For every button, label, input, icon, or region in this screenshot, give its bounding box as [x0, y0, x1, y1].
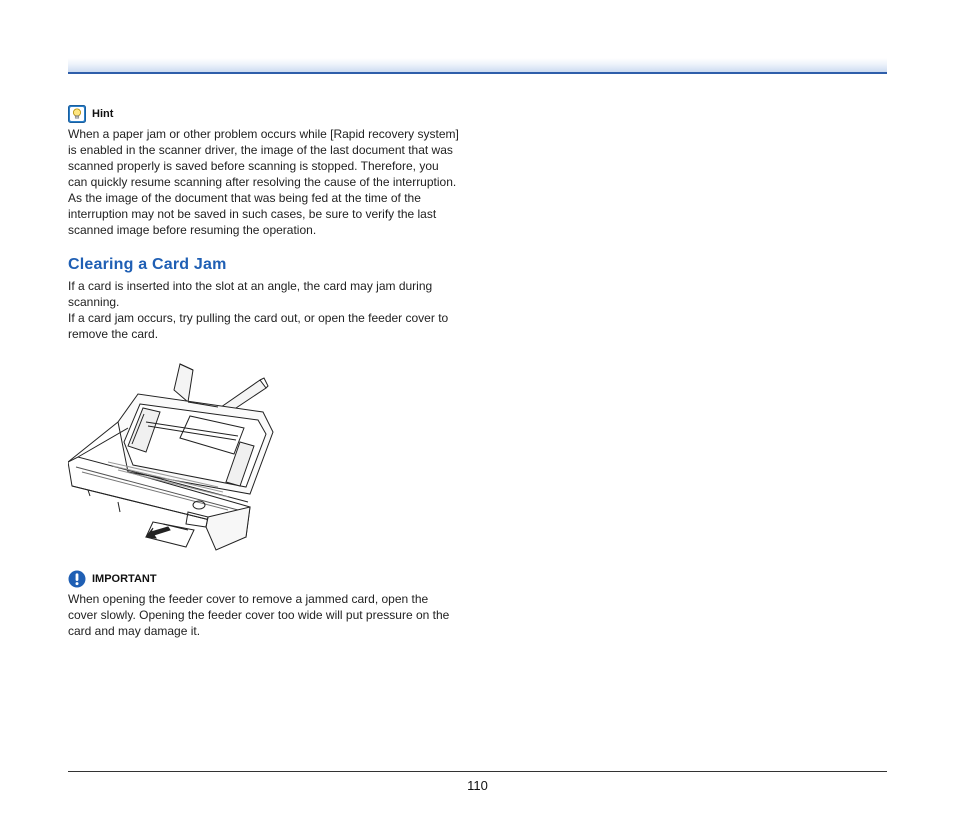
lightbulb-icon: [68, 105, 86, 123]
important-title: IMPORTANT: [92, 573, 157, 585]
important-text: When opening the feeder cover to remove a jammed card, open the cover slowly. Opening the feeder cover too wide will put pressure on the card and may damage it.: [68, 592, 450, 638]
exclamation-icon: [68, 570, 86, 588]
important-note: [68, 569, 460, 639]
hint-text: When a paper jam or other problem occurs while [Rapid recovery system] is enabled in the scanner driver, the image of the last document that was scanned properly is saved before scanning is stopped. Therefore, you can quickly resume scanning after resolving the cause of the interruption. As the image of the document that was being fed at the time of the interruption may not be saved in such cases, be sure to verify the last scanned image before resuming the operation.: [68, 127, 459, 237]
hint-title: Hint: [92, 108, 114, 120]
scanner-card-jam-illustration: [68, 362, 278, 557]
important-header: [68, 569, 460, 589]
section-title: Clearing a Card Jam: [68, 256, 227, 273]
footer-rule: [68, 771, 887, 772]
header-rule: [68, 72, 887, 74]
main-content: [68, 104, 460, 342]
page-number: 110: [467, 778, 488, 793]
section-paragraph-2: If a card jam occurs, try pulling the card out, or open the feeder cover to remove the card.: [68, 311, 449, 341]
section-paragraph-1: If a card is inserted into the slot at an angle, the card may jam during scanning.: [68, 279, 433, 309]
header-band: [68, 58, 887, 73]
hint-header: [68, 104, 460, 124]
